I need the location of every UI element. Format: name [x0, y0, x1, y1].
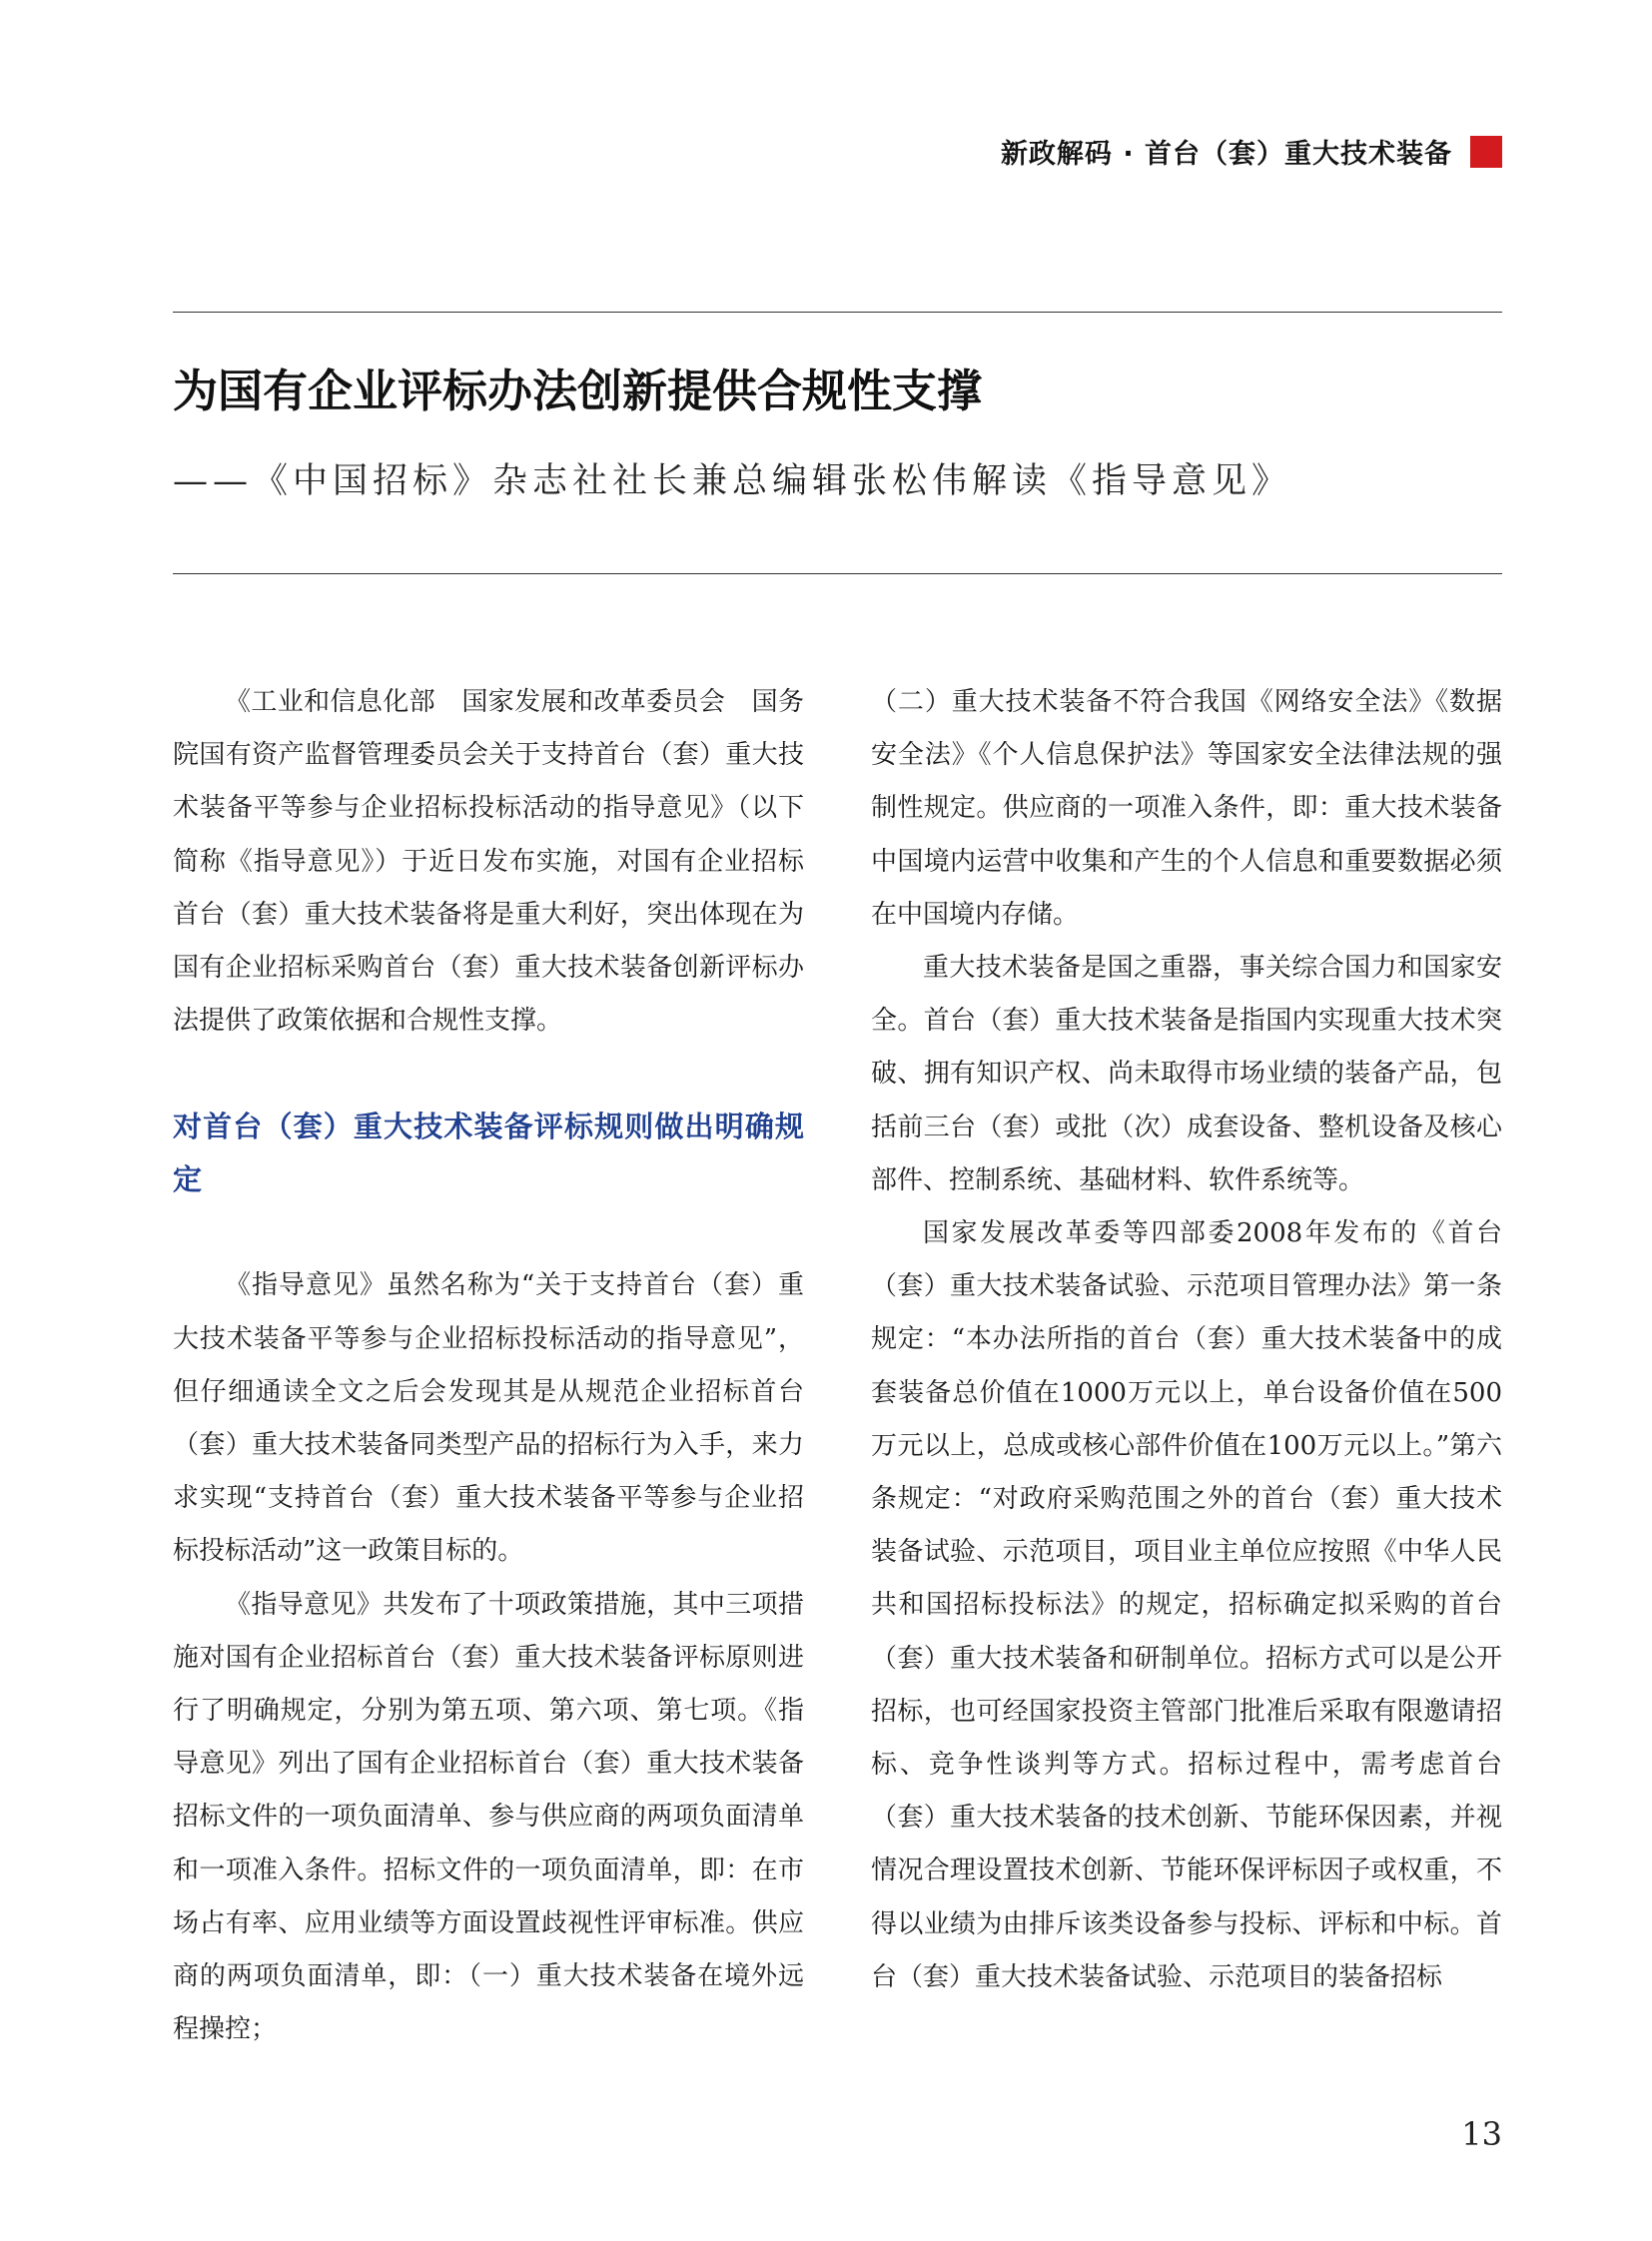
section-label: 新政解码 · 首台（套）重大技术装备 — [1000, 139, 1452, 170]
page-number: 13 — [1461, 2115, 1502, 2153]
running-header — [1001, 132, 1502, 171]
body-paragraph: 国家发展改革委等四部委2008年发布的《首台（套）重大技术装备试验、示范项目管理办法》第一条规定：“本办法所指的首台（套）重大技术装备中的成套装备总价值在1000万元以上，单台设备价值在500万元以上，总成或核心部件价值在100万元以上。”第六条规定：“对政府采购范围之外的首台（套）重大技术装备试验、示范项目，项目业主单位应按照《中华人民共和国招标投标法》的规定，招标确定拟采购的首台（套）重大技术装备和研制单位。招标方式可以是公开招标，也可经国家投资主管部门批准后采取有限邀请招标、竞争性谈判等方式。招标过程中，需考虑首台（套）重大技术装备的技术创新、节能环保因素，并视情况合理设置技术创新、节能环保评标因子或权重，不得以业绩为由排斥该类设备参与投标、评标和中标。首台（套）重大技术装备试验、示范项目的装备招标 — [871, 1218, 1502, 1992]
accent-square-icon — [1470, 136, 1502, 168]
left-column — [173, 676, 804, 2056]
section-heading: 对首台（套）重大技术装备评标规则做出明确规定 — [173, 1110, 804, 1197]
right-column — [871, 676, 1502, 2004]
article-title: 为国有企业评标办法创新提供合规性支撑 — [173, 365, 983, 417]
body-paragraph: 《指导意见》共发布了十项政策措施，其中三项措施对国有企业招标首台（套）重大技术装备评标原则进行了明确规定，分别为第五项、第六项、第七项。《指导意见》列出了国有企业招标首台（套）重大技术装备招标文件的一项负面清单、参与供应商的两项负面清单和一项准入条件。招标文件的一项负面清单，即：在市场占有率、应用业绩等方面设置歧视性评审标准。供应商的两项负面清单，即：（一）重大技术装备在境外远程操控； — [173, 1589, 804, 2045]
bottom-rule — [173, 573, 1502, 574]
top-rule — [173, 312, 1502, 313]
body-paragraph-continued: （二）重大技术装备不符合我国《网络安全法》《数据安全法》《个人信息保护法》等国家安全法律法规的强制性规定。供应商的一项准入条件，即：重大技术装备中国境内运营中收集和产生的个人信息和重要数据必须在中国境内存储。 — [871, 687, 1502, 930]
article-subtitle: ——《中国招标》杂志社社长兼总编辑张松伟解读《指导意见》 — [173, 461, 1292, 501]
body-paragraph: 《指导意见》虽然名称为“关于支持首台（套）重大技术装备平等参与企业招标投标活动的指导意见”，但仔细通读全文之后会发现其是从规范企业招标首台（套）重大技术装备同类型产品的招标行为入手，来力求实现“支持首台（套）重大技术装备平等参与企业招标投标活动”这一政策目标的。 — [173, 1270, 804, 1567]
intro-paragraph: 《工业和信息化部 国家发展和改革委员会 国务院国有资产监督管理委员会关于支持首台（套）重大技术装备平等参与企业招标投标活动的指导意见》（以下简称《指导意见》）于近日发布实施，对国有企业招标首台（套）重大技术装备将是重大利好，突出体现在为国有企业招标采购首台（套）重大技术装备创新评标办法提供了政策依据和合规性支撑。 — [173, 687, 804, 1037]
body-paragraph: 重大技术装备是国之重器，事关综合国力和国家安全。首台（套）重大技术装备是指国内实现重大技术突破、拥有知识产权、尚未取得市场业绩的装备产品，包括前三台（套）或批（次）成套设备、整机设备及核心部件、控制系统、基础材料、软件系统等。 — [871, 953, 1502, 1195]
